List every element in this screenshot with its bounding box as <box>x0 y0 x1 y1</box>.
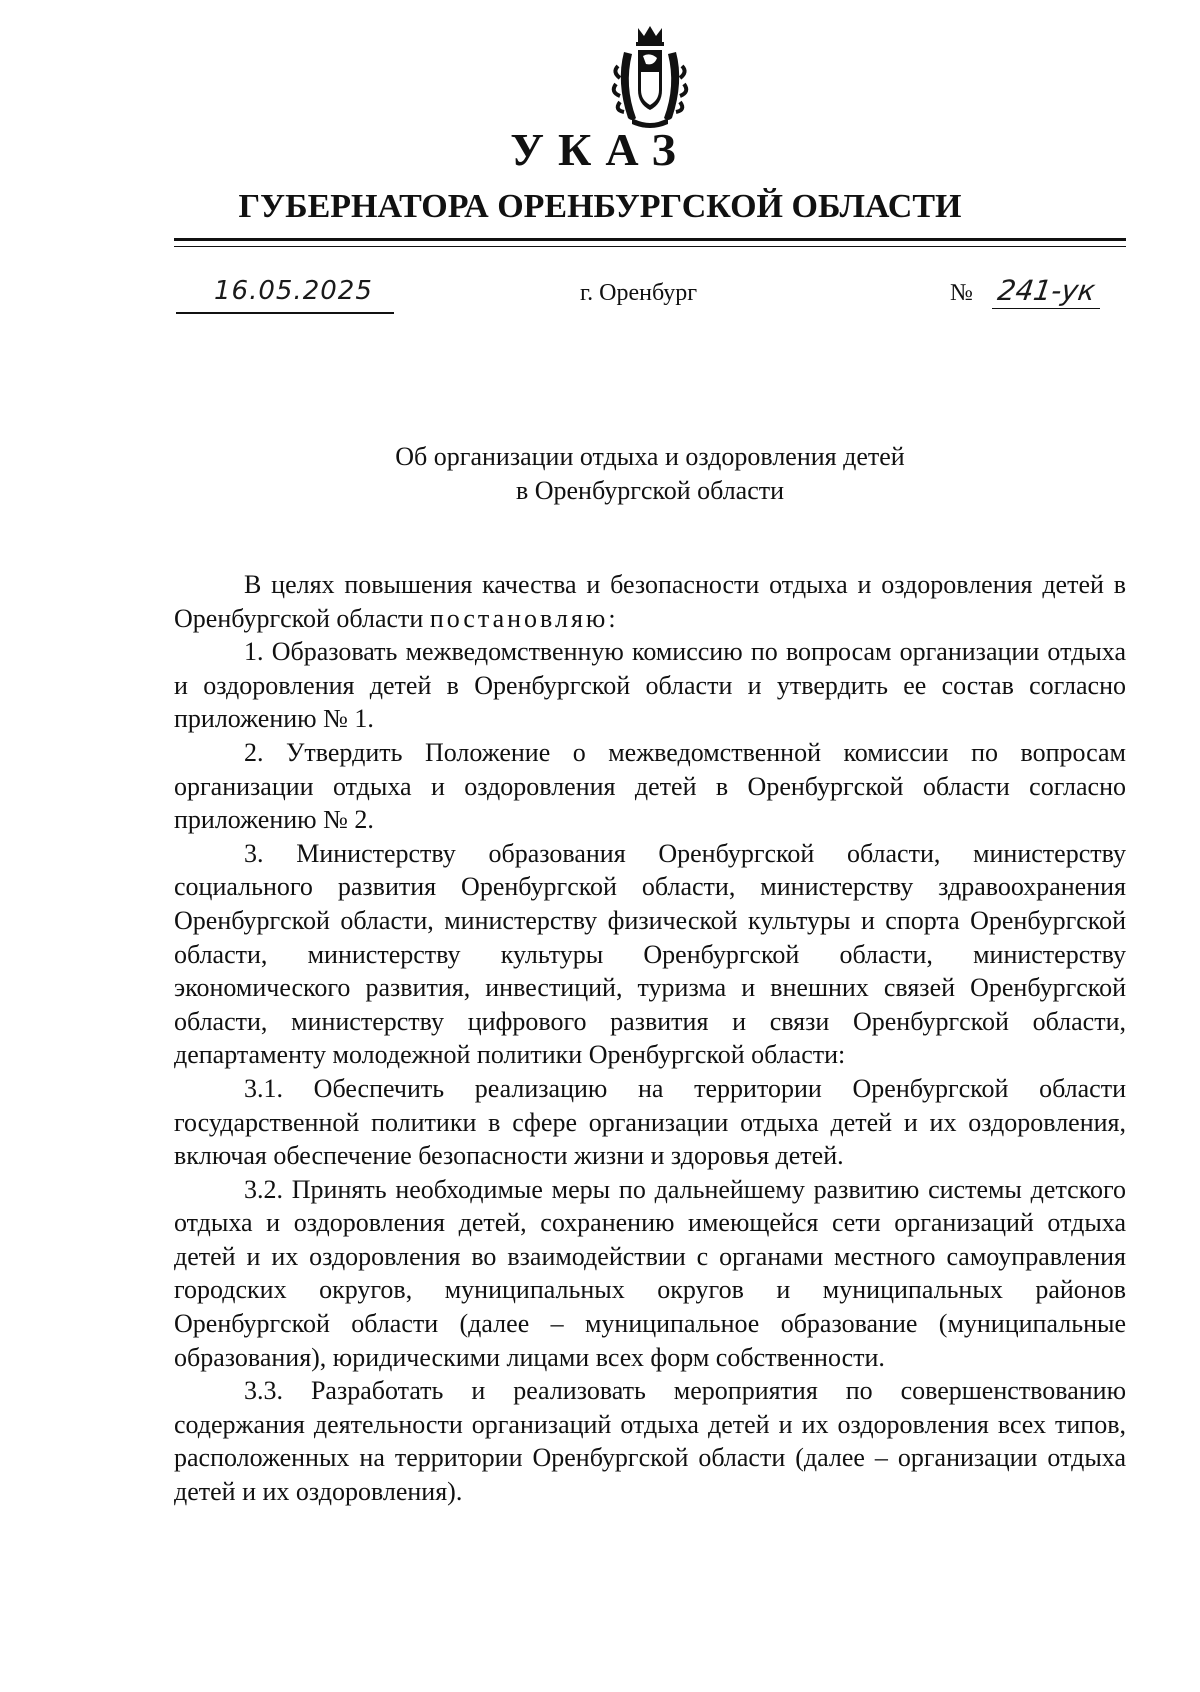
subject-line-1: Об организации отдыха и оздоровления детей <box>395 442 905 471</box>
coat-of-arms-icon <box>610 22 690 130</box>
paragraph-1: 1. Образовать межведомственную комиссию по вопросам организации отдыха и оздоровления детей в Оренбургской области и утвердить ее состав согласно приложению № 1. <box>174 637 1126 734</box>
number-underline <box>992 308 1100 309</box>
paragraph-3-2: 3.2. Принять необходимые меры по дальнейшему развитию системы детского отдыха и оздоровления детей, сохранению имеющейся сети организаций отдыха детей и их оздоровления во взаимодействии с органами местного самоуправления городских округов, муниципальных округов и муниципальных районов Оренбургской области (далее – муниципальное образование (муниципальные образования), юридическими лицами всех форм собственности. <box>174 1174 1126 1372</box>
paragraph-2: 2. Утвердить Положение о межведомственной комиссии по вопросам организации отдыха и оздоровления детей в Оренбургской области согласно приложению № 2. <box>174 737 1126 835</box>
document-title: УКАЗ <box>510 124 690 175</box>
number-value: 241-ук <box>995 274 1098 307</box>
paragraph-3-1: 3.1. Обеспечить реализацию на территории Оренбургской области государственной политики в сфере организации отдыха детей и их оздоровления, включая обеспечение безопасности жизни и здоровья детей. <box>174 1073 1126 1171</box>
document-city: г. Оренбург <box>580 280 698 306</box>
document-date <box>176 276 396 314</box>
document-body <box>174 568 1126 1509</box>
document-subject <box>300 440 1000 508</box>
intro-text: В целях повышения качества и безопасности отдыха и оздоровления детей в Оренбургской области <box>174 570 1126 633</box>
header-divider-thick <box>174 238 1126 241</box>
paragraph-intro <box>174 568 1126 635</box>
document-number <box>950 274 1130 318</box>
subject-line-2: в Оренбургской области <box>515 476 785 505</box>
date-value: 16.05.2025 <box>214 276 373 306</box>
intro-keyword: постановляю <box>429 603 609 633</box>
document-subtitle: ГУБЕРНАТОРА ОРЕНБУРГСКОЙ ОБЛАСТИ <box>238 188 962 225</box>
intro-colon: : <box>608 603 616 633</box>
paragraph-3: 3. Министерству образования Оренбургской области, министерству социального развития Оренбургской области, министерству здравоохранения Оренбургской области, министерству физической культуры и спорта Оренбургской области, министерству культуры Оренбургской области, министерству экономического развития, инвестиций, туризма и внешних связей Оренбургской области, министерству цифрового развития и связи Оренбургской области, департаменту молодежной политики Оренбургской области: <box>174 838 1126 1070</box>
header-divider-thin <box>174 246 1126 247</box>
number-sign: № <box>950 280 973 306</box>
date-underline <box>176 312 394 314</box>
paragraph-3-3: 3.3. Разработать и реализовать мероприятия по совершенствованию содержания деятельности организаций отдыха детей и их оздоровления всех типов, расположенных на территории Оренбургской области (далее – организации отдыха детей и их оздоровления). <box>174 1376 1126 1507</box>
